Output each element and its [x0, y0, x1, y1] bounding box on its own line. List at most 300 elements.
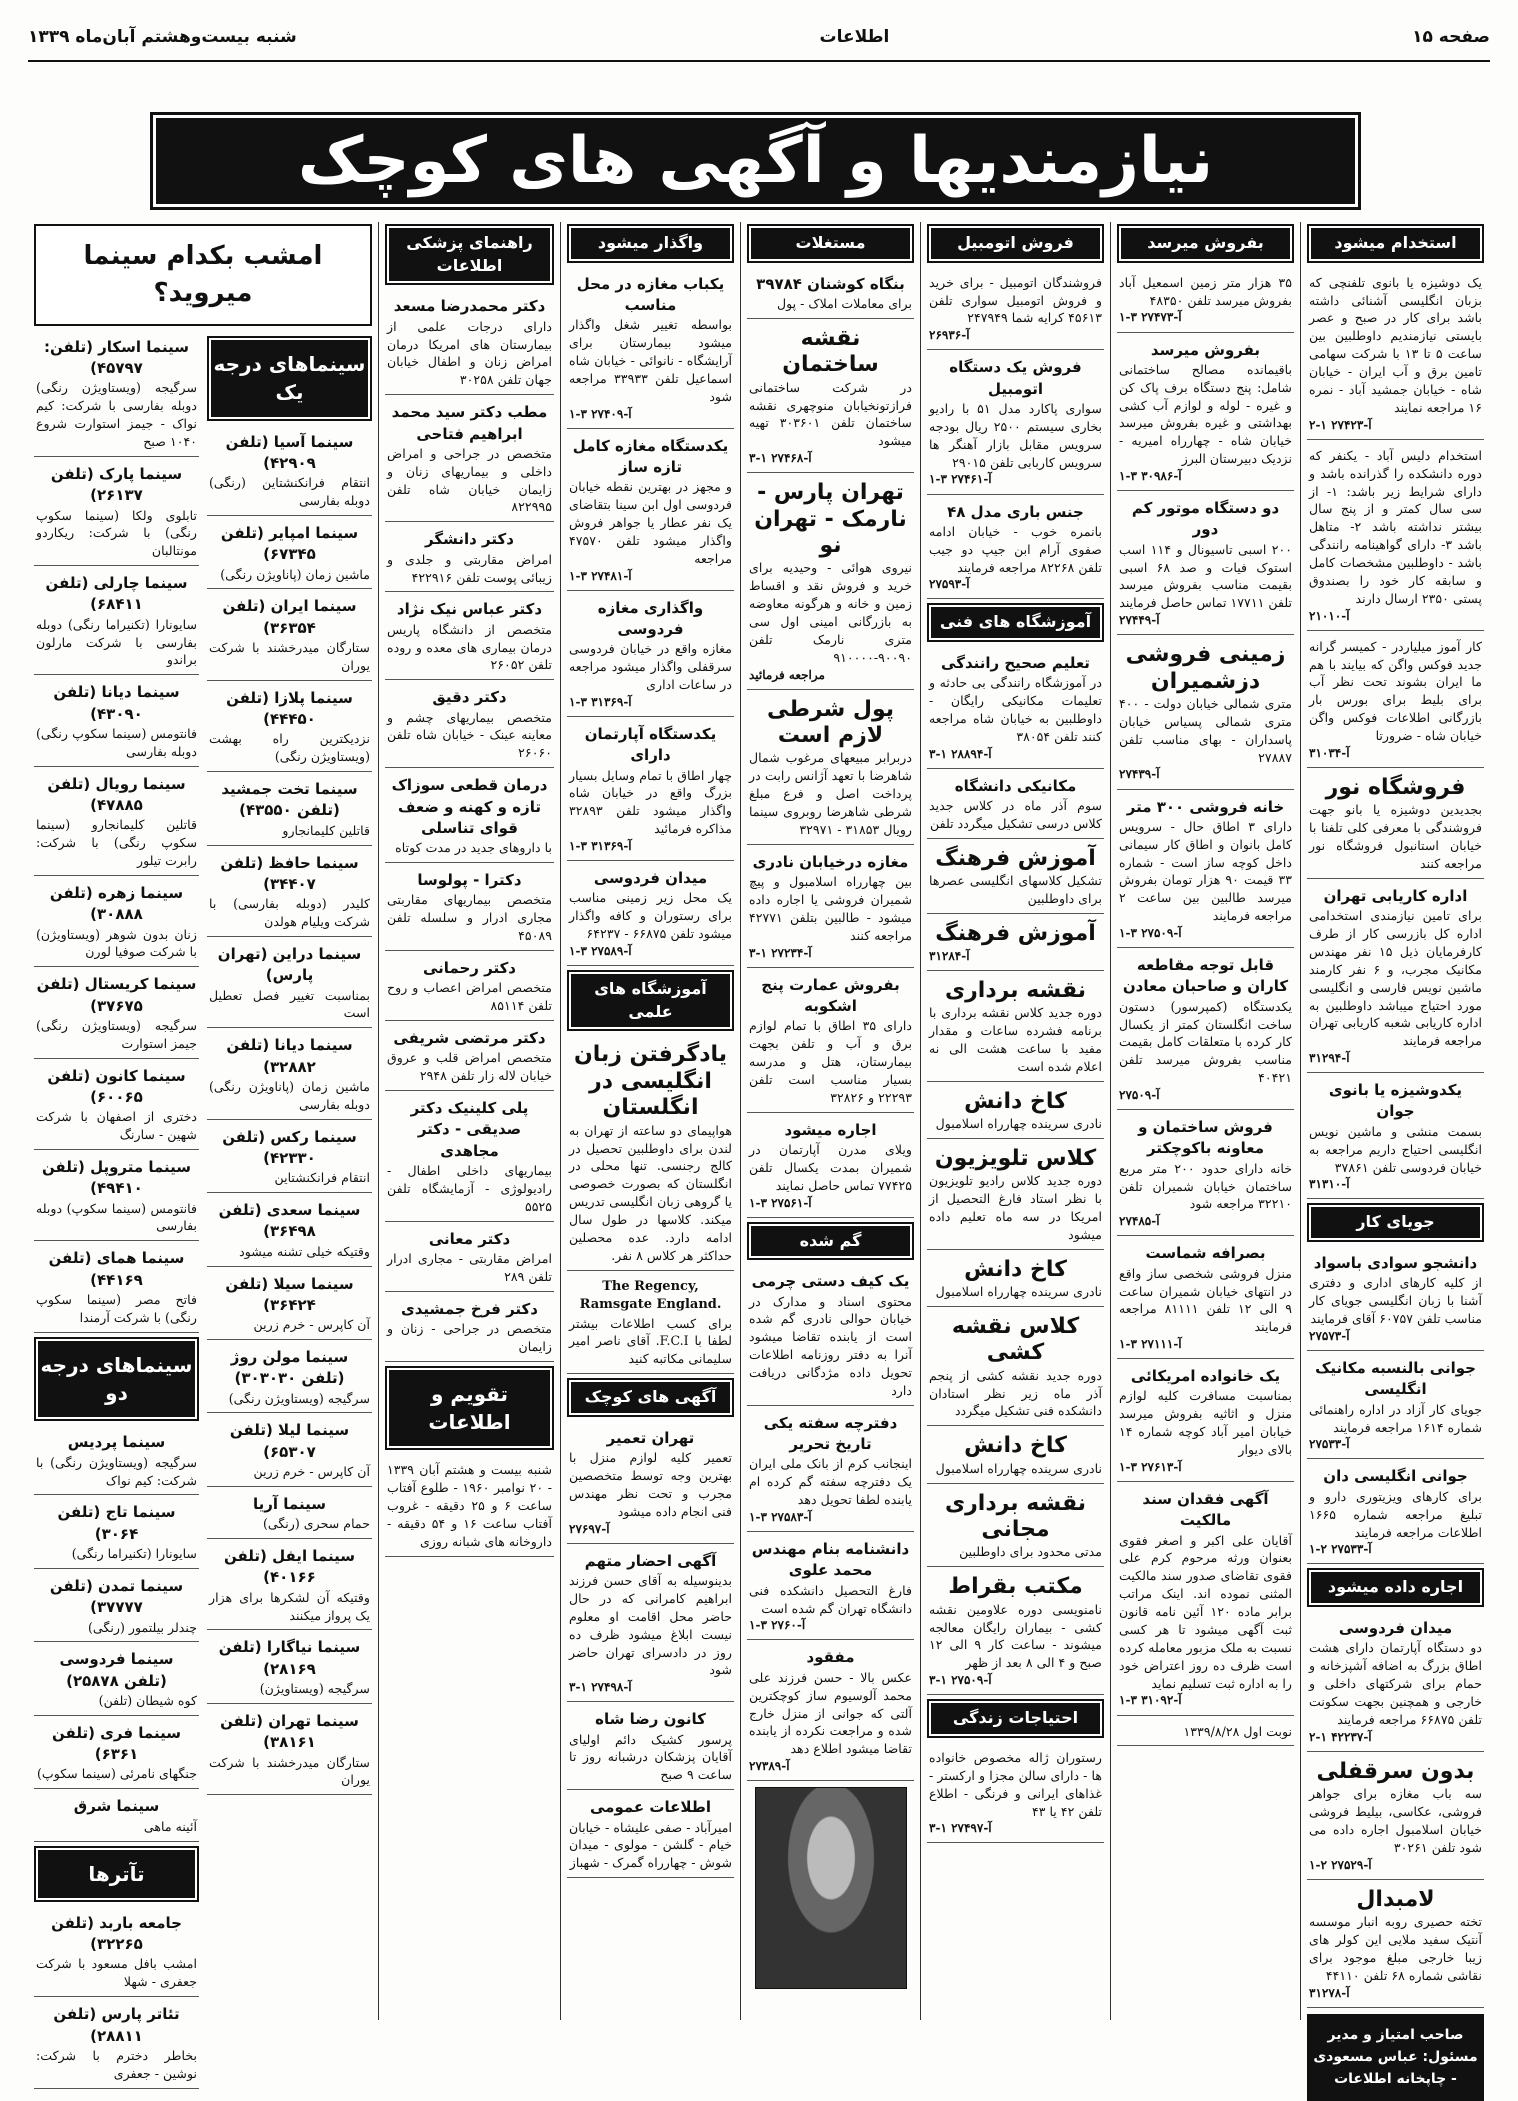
ad-title: دفترچه سفته یکی تاریخ تحریر [763, 1413, 898, 1454]
cinema-listing [207, 1634, 372, 1703]
classified-ad [567, 1548, 734, 1703]
classified-ad [385, 1226, 554, 1292]
cinema-listing [207, 429, 372, 516]
ad-body: برای کارهای ویزیتوری دارو و تبلیغ مراجعه شماره ۱۶۶۵ اطلاعات مراجعه فرمایند [1309, 1488, 1482, 1540]
ad-headline: کاخ دانش [964, 1088, 1067, 1114]
classified-ad [385, 1095, 554, 1222]
section-head: گم شده [747, 1222, 914, 1261]
classified-ad [1307, 1250, 1484, 1351]
ad-body: فروشندگان اتومبیل - برای خرید و فروش اتومبیل سواری تلفن ۴۵۶۱۳ کرایه شما ۲۴۷۹۴۹ [929, 274, 1102, 326]
classified-ad [567, 433, 734, 591]
cinema-name: سینما آریا [253, 1494, 326, 1513]
cinema-program: جنگهای نامرئی (سینما سکوپ) [36, 1766, 197, 1782]
ad-body: بسمت منشی و ماشین نویس انگلیسی احتیاج داریم مراجعه به خیابان فردوسی تلفن ۳۷۸۶۱ [1309, 1123, 1482, 1175]
ad-body: سواری پاکارد مدل ۵۱ با رادیو بخاری سیستم ۲۵۰۰ ریال بودجه سرویس مقابل بازار آهنگر ها سرویس کاربابی تلفن ۲۹۰۱۵ [929, 400, 1102, 470]
cinema-listing [207, 1271, 372, 1340]
ad-body: ۲۰۰ اسبی تاسیونال و ۱۱۴ اسب استوک فیات و صد ۶۸ اسبی بقیمت مناسب بفروش میرسد تلفن ۱۷۷۱۱ تماس حاصل فرمایند [1119, 541, 1293, 611]
cinema-listing [207, 776, 372, 845]
cinema-program: سرگیجه (ویستاویژن رنگی) جیمز استوارت [36, 1017, 197, 1051]
cinema-name: سینما تهران (تلفن ۳۸۱۶۱) [220, 1711, 359, 1752]
column-property [740, 222, 920, 2020]
ad-reference: آ-۲۷۵۸۹ ۳-۱ [569, 944, 632, 959]
classified-ad [567, 1275, 734, 1375]
classified-ad [927, 650, 1104, 769]
ad-title: دو دستگاه موتور کم دور [1131, 499, 1280, 539]
cinema-program: امشب بافل مسعود با شرکت جعفری - شهلا [36, 1956, 197, 1990]
ad-title: دانشجو سوادی باسواد [1313, 1254, 1478, 1273]
classified-ad [747, 694, 914, 845]
ad-title: بفروش میرسد [1150, 340, 1261, 359]
ad-body: فارغ التحصیل دانشکده فنی دانشگاه تهران گم شده است [749, 1582, 912, 1616]
ad-body: در آموزشگاه رانندگی بی حادثه و تعلیمات مکانیکی رایگان - داوطلبین به خیابان شاه مراجعه کنند تلفن ۳۸۰۵۴ [929, 675, 1102, 745]
section-head: آموزشگاه های علمی [567, 970, 734, 1031]
missing-person-photo [755, 1787, 907, 1989]
cinema-program: ماشین زمان (پاناویژن رنگی) دوبله بفارسی [209, 1078, 370, 1112]
publisher-footer: صاحب امتیاز و مدیر مسئول: عباس مسعودی - چاپخانه اطلاعات [1307, 2014, 1484, 2101]
ad-title: دکتر محمدرضا مسعد [393, 297, 546, 316]
ad-body: مغازه واقع در خیابان فردوسی سرقفلی واگذار میشود مراجعه در ساعات اداری [569, 641, 732, 693]
cinema-name: سینما دیانا (تلفن ۴۳۰۹۰) [53, 683, 180, 723]
doctor-ads [385, 293, 554, 1361]
ad-title: دکتر عباس نیک نژاد [396, 600, 543, 619]
classified-ad [1307, 883, 1484, 1073]
cinema-program: حمام سحری (رنگی) [262, 1516, 370, 1532]
ad-body: پرسور کشیک دائم اولیای آقایان پزشکان درشبانه روز تا ساعت ۹ صبح [569, 1731, 732, 1783]
classified-ad [747, 1644, 914, 1781]
cinema-name: جامعه باربد (تلفن ۳۲۲۶۵) [51, 1913, 182, 1954]
ad-title: مفقود [806, 1648, 855, 1667]
ad-title: جنس باری مدل ۴۸ [947, 502, 1084, 521]
classified-ad [747, 972, 914, 1113]
cinema-name: تئاتر پارس (تلفن ۲۸۸۱۱) [53, 2005, 180, 2045]
classified-ad [747, 1536, 914, 1640]
ad-reference: آ-۲۷۶۰ ۳-۱ [749, 1618, 806, 1633]
classified-ad [1117, 1240, 1294, 1359]
ad-title: اطلاعات عمومی [589, 1798, 711, 1817]
ad-title: میدان فردوسی [593, 869, 708, 888]
jobseeker-ads [1307, 1250, 1484, 1564]
ad-body: امراض مقاربتی - مجاری ادرار تلفن ۲۸۹ [387, 1250, 552, 1284]
ad-title: خانه فروشی ۳۰۰ متر [1126, 797, 1285, 816]
ad-headline: لامبدال [1356, 1886, 1435, 1912]
ad-body: دربرابر مبیعهای مرغوب شمال شاهرضا با تعهد آژانس رابت در پرداخت اصل و فرع مبلغ شرطی شاهرضا روبروی سینما رویال ۳۱۸۵۳ - ۳۲۹۷۱ [749, 750, 912, 837]
cinema-name: سینما پلازا (تلفن ۴۴۴۵۰) [226, 688, 353, 729]
ad-body: متخصص در جراحی - زنان و زایمان [387, 1320, 552, 1354]
cinema-name: سینما چارلی (تلفن ۶۸۴۱۱) [45, 574, 188, 614]
classified-ad [1307, 772, 1484, 879]
cinema-name: سینما شرق [73, 1797, 160, 1816]
ad-headline: تهران پارس - نارمک - تهران نو [754, 480, 907, 558]
cinema-program: ستارگان میدرخشند با شرکت یوران [209, 640, 370, 673]
cinema-listing [34, 880, 199, 967]
ad-reference: آ-۲۱۰۱۰ [1309, 608, 1350, 623]
ad-title: یکدوشیزه یا بانوی جوان [1328, 1081, 1463, 1121]
cinema-program: آن کاپرس - خرم زرین [253, 1464, 370, 1480]
cinema-name: سینما کانون (تلفن ۶۰۰۶۵) [47, 1066, 186, 1106]
column-sale [1110, 222, 1300, 2020]
classified-ad [385, 399, 554, 522]
section-head-sale: بفروش میرسد [1117, 224, 1294, 263]
ad-title: بنگاه کوشنان ۳۹۷۸۴ [756, 274, 905, 293]
classifieds-banner [150, 112, 1361, 210]
ad-body: جویای کار آزاد در اداره راهنمائی شماره ۱۶۱۴ مراجعه فرمایند [1309, 1401, 1482, 1435]
ad-title: یکباب مغازه در محل مناسب [576, 274, 725, 315]
cinema-name: سینما دراین (تهران پارس) [217, 944, 362, 985]
cinema-name: سینما تمدن (تلفن ۳۷۷۷۷) [49, 1576, 184, 1617]
classified-ad [927, 975, 1104, 1082]
ad-body: کار آموز میلیاردر - کمیسر گرانه جدید فوکس واگن که بیایند با هم ما ایران بشوند تحت نظر آب برای بلیط برای بورس بار بازرگانی اطلاعات فوکس واگن خیابان شاه - ضرورتا [1309, 638, 1482, 744]
header-rule [28, 60, 1490, 62]
classified-ad [927, 1746, 1104, 1844]
classified-ad [1117, 337, 1294, 492]
cinema-listing [207, 941, 372, 1028]
ad-title: میدان فردوسی [1338, 1619, 1453, 1638]
ad-reference: آ-۳۱۳۶۹ ۳-۱ [569, 694, 632, 709]
classified-ad [1307, 444, 1484, 631]
classified-ad [747, 1410, 914, 1532]
ad-body: متخصص امراض قلب و عروق خیابان لاله زار تلفن ۲۹۴۸ [387, 1050, 552, 1084]
column-cars [920, 222, 1110, 2020]
classified-ad [567, 1039, 734, 1270]
classified-ad [927, 1143, 1104, 1250]
ad-body: دوره جدید نقشه کشی از پنجم آذر ماه زیر نظر استادان دانشکده فنی تشکیل میگردد [929, 1367, 1102, 1419]
cinema-title: امشب بکدام سینما میروید؟ [34, 224, 372, 326]
employment-ads [1307, 271, 1484, 1200]
ad-reference: آ-۳۱۲۸۴ [929, 948, 970, 963]
section-head: آموزشگاه های فنی [927, 603, 1104, 642]
cinema-listing [34, 461, 199, 566]
cinema-listing [207, 593, 372, 680]
classified-ad [747, 1117, 914, 1218]
ad-headline: پول شرطی لازم است [766, 696, 895, 749]
classified-ad [927, 354, 1104, 494]
classified-ad [385, 772, 554, 863]
classified-ad [385, 1025, 554, 1091]
cinema-listing [207, 850, 372, 937]
ad-body: برای معاملات املاک - پول [776, 296, 912, 312]
cinema-program: سایونارا (تکنیراما رنگی) [71, 1546, 197, 1562]
section-head-property: مستغلات [747, 224, 914, 263]
ad-headline: زمینی فروشی دزشمیران [1125, 642, 1286, 694]
ad-body: مدتی محدود برای داوطلبین [959, 1544, 1102, 1560]
ad-title: مکانیکی دانشگاه [954, 777, 1077, 795]
ad-title: دکتر دقیق [432, 688, 507, 707]
cinema-name: سینما نیاگارا (تلفن ۲۸۱۶۹) [218, 1638, 361, 1678]
ad-title: جوانی انگلیسی دان [1323, 1467, 1468, 1486]
ad-body: محتوی اسناد و مدارک در خیابان حوالی نادری گم شده است از یابنده تقاضا میشود آنرا به دفتر روزنامه اطلاعات تحویل داده مژدگانی دریافت دارد [749, 1293, 912, 1398]
ad-body: سه باب مغازه برای جواهر فروشی، عکاسی، بیلیط فروشی خیابان اسلامبول اجاره داده می شود تلفن ۳۰۲۶۱ [1309, 1786, 1482, 1855]
ad-body: دوره جدید کلاس نقشه برداری با برنامه فشرده ساعات و مقدار مفید با ساعت هشت الی نه اعلام شده است [929, 1005, 1102, 1074]
ad-body: دو دستگاه آپارتمان دارای هشت اطاق بزرگ به اضافه آشپزخانه و حمام برای شرکتهای داخلی و خارجی و همچنین بجهت سکونت تلفن ۶۶۸۷۵ مراجعه فرمایند [1309, 1640, 1482, 1727]
classified-ad [927, 1430, 1104, 1483]
ad-body: متخصص امراض اعصاب و روح تلفن ۸۵۱۱۴ [387, 980, 552, 1014]
ad-reference: آ-۲۷۵۰۹ [1119, 1088, 1160, 1103]
ad-reference: آ-۳۱۳۶۹ ۳-۱ [569, 839, 632, 854]
ad-title: یک خانواده امریکائی [1130, 1367, 1281, 1386]
ad-body: با داروهای جدید در مدت کوتاه [395, 840, 552, 856]
classified-ad [1117, 1114, 1294, 1236]
cinema-listing [207, 1197, 372, 1266]
section-head-employment: استخدام میشود [1307, 224, 1484, 263]
ad-reference: آ-۳۱۰۹۲ ۳-۱ [1119, 1693, 1182, 1708]
cinema-listing [34, 334, 199, 457]
cinema-name: سینما اسکار (تلفن: ۴۵۷۹۷) [44, 337, 189, 378]
section-head-cinema1: سینماهای درجه یک [207, 336, 372, 421]
ad-reference: آ-۲۷۵۰۹ ۱-۳ [929, 1673, 992, 1688]
cinema-listing [34, 1793, 199, 1841]
ad-body: ویلای مدرن آپارتمان در شمیران بمدت یکسال تلفن ۷۷۴۲۵ تماس حاصل نمایند [749, 1141, 912, 1193]
ad-headline: کلاس تلویزیون [934, 1145, 1097, 1171]
cinema-listing [34, 1154, 199, 1241]
ad-title: فروش ساختمان و معاونه باکوچکتر [1138, 1118, 1273, 1158]
cinema-program: سرگیجه (ویستاویژن) [259, 1681, 370, 1697]
section-head-cars: فروش اتومبیل [927, 224, 1104, 263]
section-head-cinema2: سینماهای درجه دو [34, 1337, 199, 1422]
ad-title: آگهی فقدان سند مالکیت [1142, 1490, 1269, 1530]
property-ads [747, 271, 914, 1781]
cinema-name: سینما حافظ (تلفن ۳۴۴۰۷) [220, 853, 359, 893]
cinema-mid-col [207, 334, 372, 2093]
ad-body: یک دوشیزه یا بانوی تلفنچی که بزبان انگلیسی آشنائی داشته باشد برای کار در صبح و عصر بایستی نیازمندیم داوطلبین بین ساعت ۵ تا ۱۳ با شرکت سهامی تامین برق و آب ایران - خیابان شاه - خیابان جمشید آباد - نمره ۱۶ مراجعه نمایند [1309, 274, 1482, 415]
cinema-program: سرگیجه (ویستاویژن رنگی) [228, 1390, 370, 1406]
cinema-name: سینما لیلا (تلفن ۶۵۳۰۷) [229, 1421, 350, 1461]
cinema-program: آئینه ماهی [143, 1818, 197, 1834]
cinema-listing [34, 1063, 199, 1150]
ad-reference: آ-۲۷۶۱۳ ۳-۱ [1119, 1459, 1182, 1474]
ad-body: دارای ۳۵ اطاق با تمام لوازم برق و آب و تلفن بجهت بیمارستان، هتل و مدرسه بسیار مناسب است تلفن ۲۲۲۹۳ و ۳۲۸۲۶ [749, 1018, 912, 1105]
classified-ad [385, 596, 554, 680]
ad-reference: آ-۲۷۴۸۱ ۳-۱ [569, 568, 632, 583]
classified-ad [567, 1706, 734, 1790]
ad-title: تعلیم صحیح رانندگی [941, 654, 1090, 673]
ad-title: یک کیف دستی چرمی [751, 1272, 910, 1291]
cinema-program: وقتیکه آن لشکرها برای هزار یک پرواز میکنند [209, 1589, 370, 1623]
ad-body: تشکیل کلاسهای انگلیسی عصرها برای داوطلبین [929, 873, 1102, 907]
ad-reference: آ-۲۷۶۹۷ [569, 1521, 610, 1536]
cinema-name: سینما تخت جمشید (تلفن ۴۳۵۵۰) [221, 780, 358, 820]
cinema-name: سینما ایران (تلفن ۳۶۳۵۴) [222, 597, 357, 637]
classified-ad [927, 918, 1104, 970]
cinema-program: کوه شیطان (تلفن) [98, 1692, 197, 1708]
ad-reference: آ-۲۷۵۳۳ ۲-۱ [1309, 1542, 1372, 1557]
cinema-name: سینما مولن روژ (تلفن ۳۰۳۰۳۰) [230, 1348, 349, 1388]
cinema-program: فاتح مصر (سینما سکوپ رنگی) با شرکت آرمندا [36, 1291, 197, 1325]
ad-title: جوانی بالنسبه مکانیک انگلیسی [1315, 1359, 1476, 1399]
ad-reference: آ-۳۱۲۹۴ [1309, 1051, 1350, 1066]
classified-ad [747, 271, 914, 319]
ad-body: ۳۵ هزار متر زمین اسمعیل آباد بفروش میرسد تلفن ۴۸۳۵۰ [1119, 274, 1292, 308]
classified-ad [1307, 1077, 1484, 1199]
classified-ad [1117, 794, 1294, 949]
classified-ad [1307, 1615, 1484, 1752]
classified-ad [385, 684, 554, 768]
calendar-text: شنبه بیست و هشتم آبان ۱۳۳۹ - ۲۰ نوامبر ۱۹۶۰ - طلوع آفتاب ساعت ۶ و ۲۵ دقیقه - غروب آفتاب ساعت ۱۶ و ۵۴ دقیقه - داروخانه های شبانه روزی [385, 1458, 554, 1556]
classified-ad [927, 1571, 1104, 1695]
sale-ads [1117, 271, 1294, 1716]
section-head-rent: اجاره داده میشود [1307, 1568, 1484, 1607]
cinema-program: آن کاپرس - خرم زرین [253, 1317, 370, 1333]
cinema-listing [207, 520, 372, 589]
ad-reference: آ-۳۰۹۸۶ ۳-۱ [1119, 469, 1182, 484]
cinema-program: ماشین زمان (پاناویژن رنگی) [220, 566, 370, 582]
cinema-name: سینما ایفل (تلفن ۴۰۱۶۶) [224, 1547, 355, 1587]
ad-body: تعمیر کلیه لوازم منزل با بهترین وجه توسط متخصصین مجرب و تحت نظر مهندس فنی انجام داده میشود [569, 1450, 732, 1519]
ad-reference: آ-۲۷۱۱۱ ۳-۱ [1119, 1337, 1182, 1352]
ad-body: امیرآباد - صفی علیشاه - خیابان خیام - گلشن - مولوی - میدان شوش - چهارراه گمرک - شهباز [569, 1819, 732, 1871]
column-doctors [378, 222, 560, 2020]
ad-title: مغازه درخیابان نادری [752, 852, 909, 871]
ad-title: مطب دکتر سید محمد ابراهیم فتاحی [391, 403, 548, 443]
classified-ad [567, 1794, 734, 1878]
classified-ad [567, 721, 734, 861]
ad-title: دکتر فرخ جمشیدی [401, 1299, 538, 1318]
theater-list [34, 1910, 199, 2089]
classified-ad [747, 323, 914, 473]
classified-ad [747, 477, 914, 689]
ad-body: خانه دارای حدود ۲۰۰ متر مربع ساختمان خیابان شمیران تلفن ۳۲۲۱۰ مراجعه شود [1119, 1160, 1292, 1212]
ad-title: دکتر دانشگر [425, 530, 514, 549]
page-header [28, 20, 1490, 54]
ad-body: بمناسبت مسافرت کلیه لوازم منزل و اثاثیه بفروش میرسد خیابان امیر آباد کوچه شماره ۱۴ بالای دیوار [1119, 1388, 1292, 1458]
ad-headline: کلاس نقشه کشی [951, 1313, 1080, 1366]
classified-ad [1117, 1363, 1294, 1482]
ad-body: چهار اطاق با تمام وسایل بسیار بزرگ واقع در خیابان شاه واگذار میشود تلفن ۳۲۸۹۳ مذاکره فرمائید [569, 767, 732, 837]
ad-title: کانون رضا شاه [595, 1710, 706, 1729]
cinema-listing [207, 1491, 372, 1539]
ad-body: نیروی هوائی - وحیدیه برای خرید و فروش نقد و اقساط زمین و خانه و هرگونه معاوضه به بازرگانی امینی اول سی متری نارمک تلفن ۹۰۰۹۰-۹۱۰۰۰۰ [749, 560, 912, 665]
ad-headline: مکتب بقراط [948, 1574, 1083, 1600]
cinema-program: تابلوی ولکا (سینما سکوپ رنگی) با شرکت: ریکاردو مونتالبان [36, 507, 197, 559]
ad-reference: آ-۳۱۳۱۰ [1309, 1177, 1350, 1192]
ad-reference: آ-۲۷۴۸۵ [1119, 1214, 1160, 1229]
cinema-second-list [34, 1429, 199, 1841]
ad-title: دکتر رحمانی [422, 958, 517, 977]
section-head-doctors: راهنمای پزشکی اطلاعات [385, 224, 554, 285]
cinema-name: سینما رویال (تلفن ۴۷۸۸۵) [47, 774, 186, 814]
cinema-listing [207, 1417, 372, 1486]
cinema-name: سینما امپایر (تلفن ۶۷۳۴۵) [220, 523, 359, 564]
ad-headline: نقشه برداری [944, 977, 1087, 1003]
ad-reference: آ-۴۲۲۳۷ ۱-۲ [1309, 1729, 1372, 1744]
section-head-jobseekers: جویای کار [1307, 1203, 1484, 1242]
ad-reference: آ-۲۷۵۹۳ [929, 577, 970, 592]
cinema-program: بخاطر دخترم با شرکت: نوشین - جعفری [36, 2047, 197, 2081]
page-number: صفحه ۱۵ [1412, 27, 1490, 47]
ad-body: متخصص بیماریهای مقاربتی مجاری ادرار و سلسله تلفن ۴۵۰۸۹ [387, 892, 552, 944]
classified-ad [567, 595, 734, 717]
car-ads [927, 271, 1104, 1844]
cinema-listing [34, 679, 199, 766]
ad-body: دوره جدید کلاس رادیو تلویزیون با نظر استاد فارغ التحصیل از امریکا در سه ماه تعلیم داده میشود [929, 1173, 1102, 1242]
cinema-first-list [34, 334, 199, 1333]
ad-reference: آ-۲۷۴۹۸ ۱-۳ [569, 1680, 632, 1695]
cinema-listing [34, 1646, 199, 1715]
classified-ad [1117, 952, 1294, 1110]
ad-reference: آ-۲۷۵۶۱ ۳-۱ [749, 1195, 812, 1210]
cinema-program: سرگیجه (ویستاویژن رنگی) با شرکت: کیم نواک [36, 1454, 197, 1488]
classified-ad [1117, 495, 1294, 635]
classified-ad [385, 1296, 554, 1362]
ad-body: متخصص در جراحی و امراض داخلی و بیماریهای زنان و زایمان خیابان شاه تلفن ۸۲۲۹۹۵ [387, 445, 552, 515]
section-head-calendar: تقویم و اطلاعات [385, 1366, 554, 1451]
ad-body: اینجانب کرم از بانک ملی ایران یک دفترچه سفته گم کرده ام یابنده لطفا تحویل دهد [749, 1456, 912, 1508]
handover-ads [567, 271, 734, 1878]
cinema-listing [34, 1245, 199, 1332]
ad-body: متری شمالی خیابان دولت - ۴۰۰ متری شمالی پسیاس خیابان پاسداران - بهای مناسب تلفن ۲۷۸۸۷ [1119, 695, 1292, 765]
cinema-name: سینما پردیس [67, 1433, 166, 1452]
ad-headline: نقشه برداری مجانی [944, 1490, 1087, 1542]
classified-ad [1307, 1355, 1484, 1459]
cinema-listing [34, 2001, 199, 2088]
ad-body: متخصص بیماریهای چشم و معاینه عینک - خیابان شاه تلفن ۲۶۰۶۰ [387, 709, 552, 761]
ad-reference: آ-۲۷۵۲۹ ۲-۱ [1309, 1857, 1372, 1872]
classified-ad [567, 1425, 734, 1544]
classified-ad [927, 1254, 1104, 1307]
ad-headline: فروشگاه نور [1325, 774, 1466, 800]
ad-headline: کاخ دانش [964, 1256, 1067, 1282]
ad-body: برای تامین نیازمندی استخدامی اداره کل بازرسی کار از طرف کارفرمایان ذیل ۱۵ نفر مهندس مکانیک مجرب، و ۶ نفر کارمند ماشین نویس فارسی و انگلیسی مورد احتیاج میباشد داوطلبین به اداره کاریابی شعبه کاریابی تهران مراجعه فرمایند [1309, 908, 1483, 1049]
column-employment [1300, 222, 1490, 2088]
ad-reference: آ-۲۷۵۳۳ [1309, 1437, 1350, 1452]
classified-ad [1307, 635, 1484, 768]
ad-reference: آ-۲۷۴۰۹ ۳-۱ [569, 406, 632, 421]
cinema-program: قاتلین کلیمانجارو (سینما سکوپ رنگی) با شرکت: رابرت تیلور [36, 817, 197, 869]
classified-ad [927, 773, 1104, 839]
sale-note: نوبت اول ۱۳۳۹/۸/۲۸ [1117, 1720, 1294, 1747]
ad-body: دارای درجات علمی از بیمارستان های امریکا درمان امراض زنان و اطفال خیابان جهان تلفن ۳۰۲۵۸ [387, 318, 552, 388]
ad-reference: آ-۲۷۴۴۹ [1119, 613, 1160, 628]
column-handover [560, 222, 740, 2020]
cinema-program: سایونارا (تکنیراما رنگی) دوبله بفارسی با شرکت مارلون براندو [36, 616, 197, 668]
ad-body: متخصص از دانشگاه پاریس درمان بیماری های معده و روده تلفن ۲۶۰۵۲ [387, 621, 552, 673]
cinema-grid [34, 334, 372, 2093]
classified-ad [385, 526, 554, 592]
ad-body: منزل فروشی شخصی ساز واقع در انتهای خیابان شمیران ساعت ۹ الی ۱۲ تلفن ۸۱۱۱۱ مراجعه فرمایند [1119, 1265, 1293, 1335]
classified-ad [927, 1086, 1104, 1139]
classified-ad [927, 1311, 1104, 1426]
cinema-program: کلیدر (دوبله بفارسی) با شرکت ویلیام هولدن [209, 896, 370, 930]
ad-body: برای کسب اطلاعات بیشتر لطفا با F.C.I. آقای ناصر امیر سلیمانی مکاتبه کنید [569, 1315, 732, 1367]
cinema-listing [207, 1124, 372, 1193]
cinema-listing [34, 1910, 199, 1997]
ad-headline: کاخ دانش [964, 1433, 1067, 1459]
ad-reference: آ-۲۷۴۶۱ ۳-۱ [929, 472, 992, 487]
ad-title: دکتر مرتضی شریفی [393, 1028, 546, 1047]
ad-body: بجدیدین دوشیزه یا بانو جهت فروشندگی با معرفی کلی تلفنا با خیابان استانبول فروشگاه نور مراجعه کنند [1309, 802, 1482, 871]
classified-ad [1307, 1463, 1484, 1564]
ad-reference: آ-۲۷۵۸۳ ۳-۱ [749, 1510, 812, 1525]
ad-title: تهران تعمیر [606, 1428, 695, 1447]
cinema-listing [207, 1708, 372, 1795]
ad-body: بدینوسیله به آقای حسن فرزند ابراهیم کامرانی که در حال حاضر محل اقامت او معلوم نیست ابلاغ میشود ظرف ده روز در دادسرای تهران حاضر شود [569, 1573, 732, 1678]
ad-title: یکدستگاه مغازه کامل تازه ساز [572, 436, 729, 477]
classified-ad [1307, 271, 1484, 440]
ad-reference: آ-۲۷۵۰۹ ۳-۱ [1119, 926, 1182, 941]
ad-headline: نقشه ساختمان [782, 325, 879, 378]
classified-ad [385, 293, 554, 395]
cinema-program: فانتومس (سینما سکوپ) دوبله بفارسی [36, 1200, 197, 1234]
cinema-program: فانتومس (سینما سکوپ رنگی) دوبله بفارسی [36, 725, 197, 759]
cinema-listing [34, 1720, 199, 1789]
cinema-program: چندلر بیلتمور (رنگی) [88, 1619, 197, 1635]
classified-ad [385, 955, 554, 1021]
ad-headline: آموزش فرهنگ [935, 846, 1096, 872]
ad-title: اداره کاریابی تهران [1323, 886, 1468, 905]
cinema-program: بمناسبت تغییر فصل تعطیل است [209, 987, 370, 1021]
column-cinema [28, 222, 378, 2081]
ad-body: یکدستگاه (کمپرسور) دستون ساخت انگلستان کمتر از یکسال کار کرده با متعلقات کامل بقیمت مناسب بفروش میرسد تلفن ۴۰۴۲۱ [1119, 998, 1292, 1086]
classified-ad [1117, 1486, 1294, 1716]
